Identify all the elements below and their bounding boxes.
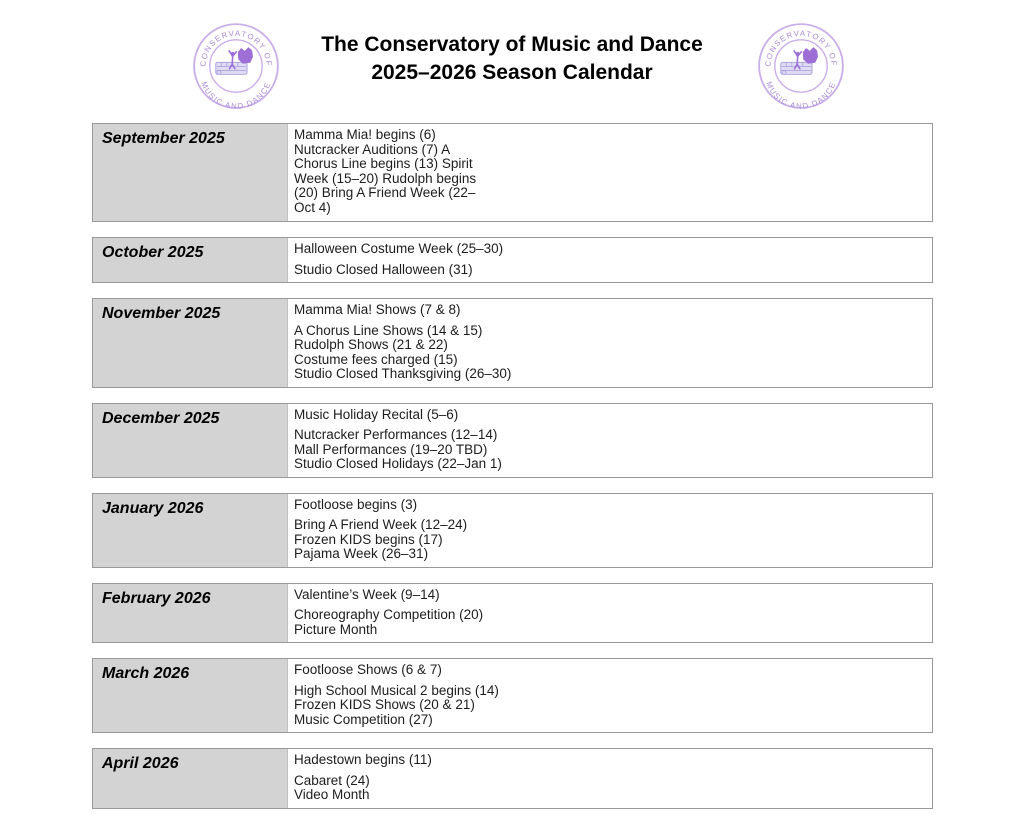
events-cell <box>288 494 932 567</box>
event-line: Mamma Mia! begins (6) <box>294 127 436 142</box>
event-line: Frozen KIDS begins (17) <box>294 531 443 547</box>
events-cell <box>288 238 932 282</box>
month-label: September 2025 <box>93 124 288 221</box>
month-label: January 2026 <box>93 494 288 567</box>
calendar-row <box>92 123 933 222</box>
event-line: Studio Closed Holidays (22–Jan 1) <box>294 456 502 471</box>
event-line: Footloose begins (3) <box>294 496 418 512</box>
events-paragraph <box>294 774 924 803</box>
events-cell <box>288 584 932 643</box>
events-paragraph <box>294 608 924 637</box>
event-line: Picture Month <box>294 621 378 637</box>
seal-bottom-text: MUSIC AND DANCE <box>199 80 273 111</box>
calendar-row <box>92 748 933 809</box>
seal-top-text: CONSERVATORY OF <box>763 28 839 68</box>
calendar-row <box>92 237 933 283</box>
month-label: February 2026 <box>93 584 288 643</box>
event-line: Pajama Week (26–31) <box>294 546 429 561</box>
event-line: Valentine’s Week (9–14) <box>294 586 440 602</box>
event-line: Week (15–20) Rudolph begins <box>294 170 477 186</box>
event-line: High School Musical 2 begins (14) <box>294 682 499 698</box>
events-cell <box>288 659 932 732</box>
event-line: Hadestown begins (11) <box>294 752 432 767</box>
calendar-row <box>92 658 933 733</box>
event-line: Music Competition (27) <box>294 711 433 727</box>
events-paragraph <box>294 242 924 257</box>
event-line: Studio Closed Halloween (31) <box>294 261 473 277</box>
conservatory-seal-logo-right <box>755 20 847 112</box>
event-line: Bring A Friend Week (12–24) <box>294 517 468 532</box>
event-line: A Chorus Line Shows (14 & 15) <box>294 322 483 338</box>
event-line: Mall Performances (19–20 TBD) <box>294 441 488 457</box>
events-cell <box>288 749 932 808</box>
event-line: Costume fees charged (15) <box>294 351 458 367</box>
event-line: Nutcracker Performances (12–14) <box>294 427 498 442</box>
events-paragraph <box>294 303 924 318</box>
event-line: Choreography Competition (20) <box>294 607 484 622</box>
events-paragraph <box>294 128 924 215</box>
events-cell <box>288 299 932 387</box>
events-cell <box>288 404 932 477</box>
month-label: March 2026 <box>93 659 288 732</box>
events-paragraph <box>294 663 924 678</box>
event-line: Cabaret (24) <box>294 772 370 788</box>
event-line: Nutcracker Auditions (7) A <box>294 141 451 157</box>
event-line: Halloween Costume Week (25–30) <box>294 241 504 256</box>
seal-top-text: CONSERVATORY OF <box>198 28 274 68</box>
events-paragraph <box>294 684 924 728</box>
events-paragraph <box>294 408 924 423</box>
calendar-row <box>92 583 933 644</box>
piano-and-dancer-icon <box>781 47 818 74</box>
event-line: Frozen KIDS Shows (20 & 21) <box>294 697 475 712</box>
calendar-row <box>92 298 933 388</box>
events-paragraph <box>294 263 924 278</box>
month-label: December 2025 <box>93 404 288 477</box>
events-paragraph <box>294 428 924 472</box>
event-line: Oct 4) <box>294 199 331 215</box>
events-paragraph <box>294 324 924 382</box>
events-paragraph <box>294 498 924 513</box>
event-line: Chorus Line begins (13) Spirit <box>294 156 473 171</box>
calendar-row <box>92 403 933 478</box>
month-label: April 2026 <box>93 749 288 808</box>
month-label: November 2025 <box>93 299 288 387</box>
event-line: Footloose Shows (6 & 7) <box>294 662 442 677</box>
events-cell <box>288 124 932 221</box>
event-line: Studio Closed Thanksgiving (26–30) <box>294 366 512 381</box>
title-line-1: The Conservatory of Music and Dance <box>321 33 703 56</box>
event-line: Rudolph Shows (21 & 22) <box>294 337 448 352</box>
page-title <box>0 28 1024 87</box>
event-line: Music Holiday Recital (5–6) <box>294 406 459 422</box>
event-line: Video Month <box>294 787 370 802</box>
events-paragraph <box>294 588 924 603</box>
event-line: (20) Bring A Friend Week (22– <box>294 185 476 200</box>
event-line: Mamma Mia! Shows (7 & 8) <box>294 302 461 317</box>
events-paragraph <box>294 753 924 768</box>
calendar-row <box>92 493 933 568</box>
title-line-2: 2025–2026 Season Calendar <box>371 61 653 84</box>
month-label: October 2025 <box>93 238 288 282</box>
events-paragraph <box>294 518 924 562</box>
season-calendar-table <box>92 123 933 824</box>
seal-bottom-text: MUSIC AND DANCE <box>764 80 838 111</box>
